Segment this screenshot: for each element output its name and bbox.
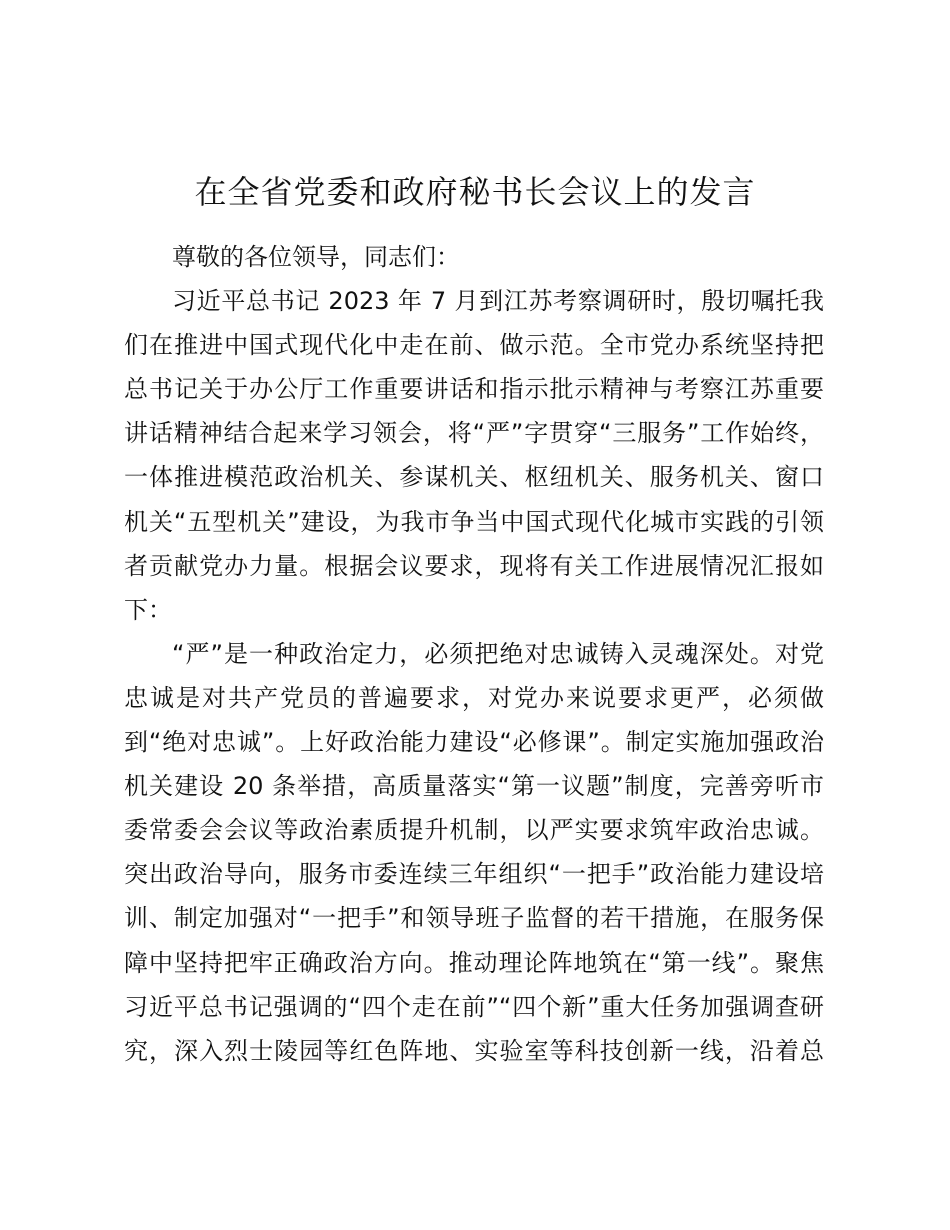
paragraph-line: 们在推进中国式现代化中走在前、做示范。全市党办系统坚持把 <box>124 331 824 360</box>
document-title: 在全省党委和政府秘书长会议上的发言 <box>194 173 756 211</box>
paragraph-line: 习近平总书记 2023 年 7 月到江苏考察调研时，殷切嘱托我 <box>172 287 824 316</box>
salutation-line: 尊敬的各位领导，同志们： <box>172 243 460 271</box>
paragraph-line: 究，深入烈士陵园等红色阵地、实验室等科技创新一线，沿着总 <box>124 1036 824 1065</box>
paragraph-line: “严”是一种政治定力，必须把绝对忠诚铸入灵魂深处。对党 <box>172 639 824 668</box>
paragraph-line: 到“绝对忠诚”。上好政治能力建设“必修课”。制定实施加强政治 <box>124 728 824 757</box>
document-body <box>124 235 824 1073</box>
paragraph-line: 一体推进模范政治机关、参谋机关、枢纽机关、服务机关、窗口 <box>124 463 824 492</box>
paragraph-line: 委常委会会议等政治素质提升机制，以严实要求筑牢政治忠诚。 <box>124 816 824 845</box>
paragraph-line: 机关“五型机关”建设，为我市争当中国式现代化城市实践的引领 <box>124 507 824 536</box>
paragraph-line: 总书记关于办公厅工作重要讲话和指示批示精神与考察江苏重要 <box>124 375 824 404</box>
paragraph-line: 机关建设 20 条举措，高质量落实“第一议题”制度，完善旁听市 <box>124 772 824 801</box>
paragraph-line: 障中坚持把牢正确政治方向。推动理论阵地筑在“第一线”。聚焦 <box>124 948 824 977</box>
paragraph-line: 忠诚是对共产党员的普遍要求，对党办来说要求更严，必须做 <box>124 683 824 712</box>
paragraph-line: 突出政治导向，服务市委连续三年组织“一把手”政治能力建设培 <box>124 860 824 889</box>
paragraph-line: 者贡献党办力量。根据会议要求，现将有关工作进展情况汇报如 <box>124 551 824 580</box>
paragraph-line: 讲话精神结合起来学习领会，将“严”字贯穿“三服务”工作始终， <box>124 419 824 448</box>
paragraph-line: 下： <box>124 595 172 624</box>
paragraph-line: 训、制定加强对“一把手”和领导班子监督的若干措施，在服务保 <box>124 904 824 933</box>
paragraph-line: 习近平总书记强调的“四个走在前”“四个新”重大任务加强调查研 <box>124 992 824 1021</box>
